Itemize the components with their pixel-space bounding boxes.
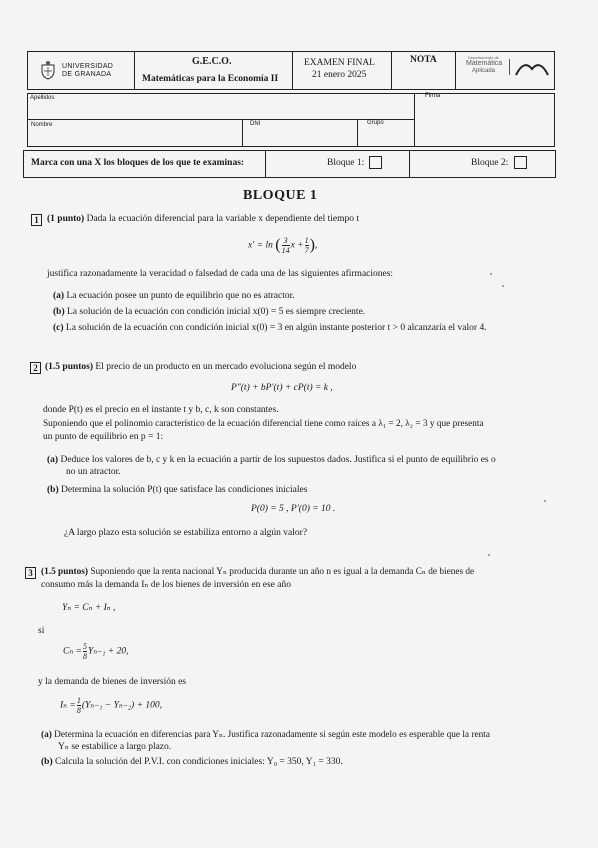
exam-title: EXAMEN FINAL: [304, 58, 375, 68]
block-row-vline-2: [409, 150, 410, 178]
q3-intro-2: consumo más la demanda Iₙ de los bienes de inversión en ese año: [41, 580, 291, 590]
block-row-vline-1: [265, 150, 266, 178]
header-divider-4: [455, 51, 456, 90]
q2-equation: P″(t) + bP′(t) + cP(t) = k ,: [231, 383, 333, 393]
form-hline: [27, 119, 414, 120]
scan-speck: [544, 500, 546, 502]
bloque1-label: Bloque 1:: [327, 158, 365, 168]
q3-equation-2: Cₙ = $\frac{5}{8}$ Yₙ₋₁ + 20,: [63, 642, 129, 661]
q3-demand-text: y la demanda de bienes de inversión es: [38, 677, 186, 687]
header-divider-1: [134, 51, 135, 90]
q1-item-c: (c) La solución de la ecuación con condición inicial x(0) = 3 en algún instante posterior t > 0 alcanzaría el valor 4.: [53, 323, 487, 333]
firma-label: Firma: [425, 93, 441, 99]
q3-item-a: (a) Determina la ecuación en diferencias para Yₙ. Justifica razonadamente si según este modelo es esperable que la renta: [41, 730, 490, 740]
exam-date: 21 enero 2025: [312, 70, 367, 80]
grupo-label: Grupo: [367, 120, 384, 126]
form-vline-dni: [242, 119, 243, 147]
q2-initial-conditions: P(0) = 5 , P′(0) = 10 .: [251, 504, 336, 514]
scan-speck: [490, 273, 492, 275]
q3-equation-1: Yₙ = Cₙ + Iₙ ,: [62, 603, 116, 613]
nota-label: NOTA: [410, 55, 437, 65]
block-instruction: Marca con una X los bloques de los que te examinas:: [31, 158, 245, 168]
university-crest-icon: [38, 60, 58, 80]
q3-item-a-cont: Yₙ se estabilice a largo plazo.: [58, 742, 172, 752]
dni-label: DNI: [250, 121, 261, 127]
q1-item-a: (a) La ecuación posee un punto de equilibrio que no es atractor.: [53, 291, 295, 301]
q2-where: donde P(t) es el precio en el instante t y b, c, k son constantes.: [43, 405, 279, 415]
q2-item-a-cont: no un atractor.: [66, 467, 121, 477]
subject-title: Matemáticas para la Economía II: [142, 74, 279, 84]
header-divider-2: [292, 51, 293, 90]
q2-number: 2: [30, 362, 41, 374]
scan-speck: [488, 554, 490, 556]
bloque2-label: Bloque 2:: [471, 158, 509, 168]
q2-intro: (1.5 puntos) El precio de un producto en un mercado evoluciona según el modelo: [45, 362, 357, 372]
q1-number: 1: [31, 214, 42, 226]
university-name: UNIVERSIDAD DE GRANADA: [62, 63, 114, 78]
department-logo: Departamento de Matemática Aplicada: [462, 55, 552, 87]
geco-title: G.E.C.O.: [192, 56, 232, 67]
nombre-label: Nombre: [31, 122, 53, 128]
q1-item-b: (b) La solución de la ecuación con condición inicial x(0) = 5 es siempre creciente.: [53, 307, 366, 317]
q2-supposition-1: Suponiendo que el polinomio característico de la ecuación diferencial tiene como raíces a λ₁ = 2, λ₂ = 3 y que presenta: [43, 419, 484, 429]
student-form: [27, 93, 555, 147]
q3-intro-1: (1.5 puntos) Suponiendo que la renta nacional Yₙ producida durante un año n es igual a la demanda Cₙ de bienes de: [41, 567, 475, 577]
q3-item-b: (b) Calcula la solución del P.V.I. con condiciones iniciales: Y₀ = 350, Y₁ = 330.: [41, 757, 343, 767]
q1-task: justifica razonadamente la veracidad o falsedad de cada una de las siguientes afirmaciones:: [47, 269, 394, 279]
q3-equation-3: Iₙ = $\frac{1}{8}$ (Yₙ₋₁ − Yₙ₋₂) + 100,: [60, 696, 162, 715]
q1-intro: (1 punto) Dada la ecuación diferencial para la variable x dependiente del tiempo t: [47, 214, 360, 224]
page-title: BLOQUE 1: [243, 188, 318, 203]
apellidos-label: Apellidos: [30, 95, 55, 101]
q2-question: ¿A largo plazo esta solución se estabiliza entorno a algún valor?: [64, 528, 308, 538]
scan-speck: [502, 285, 504, 287]
bloque2-checkbox[interactable]: [514, 156, 527, 169]
q1-equation: x′ = ln ( $\frac{3}{14}$ x + $\frac{1}{7}$ ),: [248, 236, 318, 255]
form-vline-firma: [414, 93, 415, 147]
q3-si: si: [38, 626, 45, 636]
form-vline-grupo: [357, 119, 358, 147]
header-divider-3: [391, 51, 392, 90]
department-wave-icon: [514, 57, 550, 79]
q2-item-b: (b) Determina la solución P(t) que satisface las condiciones iniciales: [47, 485, 308, 495]
q2-supposition-2: un punto de equilibrio en p = 1:: [43, 432, 164, 442]
q2-item-a: (a) Deduce los valores de b, c y k en la ecuación a partir de los supuestos dados. Justifica si el punto de equilibrio es o: [47, 455, 496, 465]
q3-number: 3: [25, 567, 36, 579]
bloque1-checkbox[interactable]: [369, 156, 382, 169]
